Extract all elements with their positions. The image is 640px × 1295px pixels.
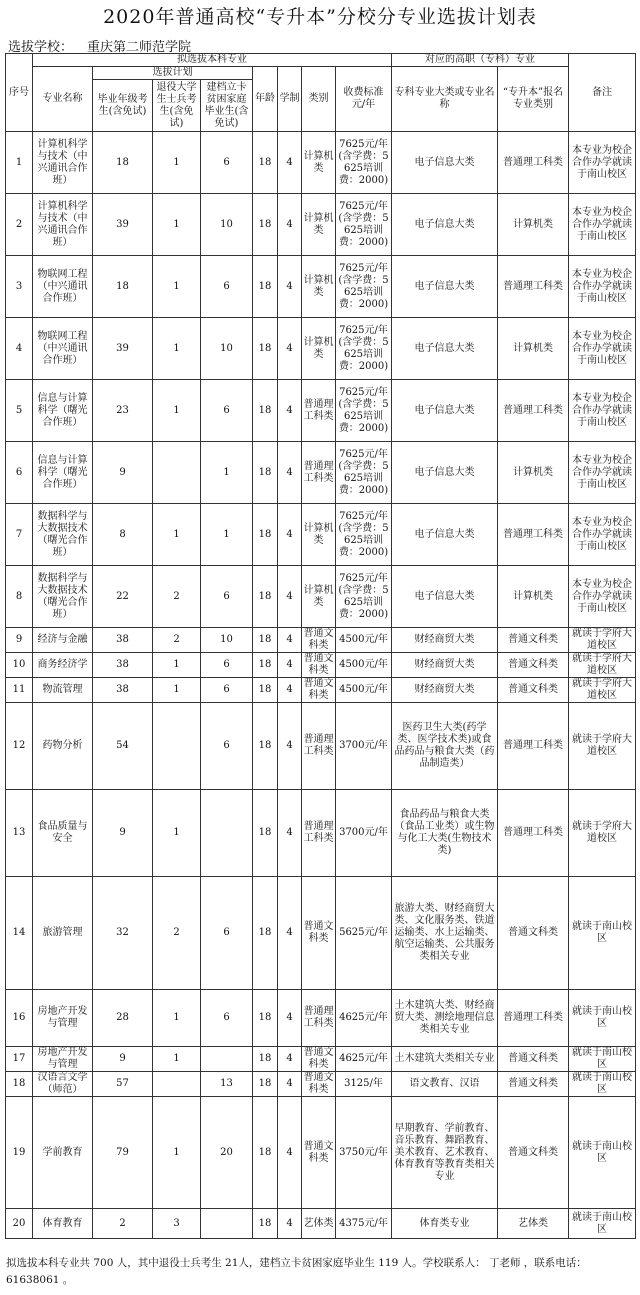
cell-veteran: 1: [153, 380, 201, 442]
cell-grad: 9: [93, 790, 153, 877]
cell-duration: 4: [278, 678, 302, 703]
cell-voc: 电子信息大类: [392, 380, 498, 442]
cell-category: 普通理工科类: [302, 790, 336, 877]
table-row: [6, 628, 636, 653]
cell-grad: 22: [93, 566, 153, 628]
cell-fee: 4375元/年: [336, 1209, 392, 1239]
cell-category: 计算机类: [302, 504, 336, 566]
table-row: [6, 318, 636, 380]
cell-age: 18: [253, 1209, 278, 1239]
cell-veteran: 1: [153, 256, 201, 318]
cell-exam: 普通理工科类: [498, 256, 569, 318]
cell-category: 普通文科类: [303, 678, 334, 701]
cell-note: 就读于南山校区: [569, 877, 636, 990]
school-name: 重庆第二师范学院: [87, 40, 192, 55]
cell-exam: 普通文科类: [498, 653, 569, 678]
header-grad: 毕业年级考生(含免试): [93, 80, 153, 132]
cell-grad: 28: [93, 990, 153, 1047]
cell-poverty: 6: [201, 877, 253, 990]
cell-seq: 1: [6, 132, 33, 194]
cell-fee: 7625元/年(含学费：5625培训费：2000): [336, 132, 392, 194]
cell-fee: 7625元/年(含学费：5625培训费：2000): [336, 566, 392, 628]
cell-seq: 8: [6, 566, 33, 628]
cell-fee: 3700元/年: [336, 790, 392, 877]
cell-seq: 9: [6, 628, 33, 653]
cell-fee: 4625元/年: [336, 1047, 392, 1072]
cell-category: 普通文科类: [302, 1097, 336, 1209]
cell-veteran: 1: [153, 318, 201, 380]
cell-note: 就读于南山校区: [569, 1097, 636, 1209]
plan-table: [5, 53, 636, 1239]
cell-grad: 8: [93, 504, 153, 566]
cell-note: 本专业为校企合作办学就读于南山校区: [569, 194, 636, 256]
cell-age: 18: [253, 194, 278, 256]
cell-note: 就读于南山校区: [569, 1209, 636, 1239]
header-fee: 收费标准元/年: [336, 67, 392, 132]
cell-age: 18: [253, 628, 278, 653]
cell-major: 信息与计算科学（曙光合作班）: [33, 442, 93, 504]
cell-duration: 4: [278, 442, 302, 504]
cell-voc: 医药卫生大类(药学类、医学技术类)或食品药品与粮食大类（药品制造类）: [392, 703, 498, 790]
cell-category: 普通理工科类: [302, 990, 336, 1047]
cell-poverty: 20: [201, 1097, 253, 1209]
cell-grad: 18: [93, 132, 153, 194]
cell-duration: 4: [278, 877, 302, 990]
table-row: [6, 678, 636, 703]
header-plan-group: 选拔计划: [93, 67, 253, 80]
cell-note: 就读于学府大道校区: [569, 628, 636, 653]
table-row: [6, 653, 636, 678]
header-vocational-group: 对应的高职（专科）专业: [392, 54, 569, 67]
cell-duration: 4: [278, 132, 302, 194]
cell-age: 18: [253, 1072, 278, 1097]
cell-duration: 4: [278, 1047, 302, 1072]
cell-major: 数据科学与大数据技术（曙光合作班）: [33, 504, 93, 566]
cell-voc: 财经商贸大类: [392, 628, 498, 653]
cell-exam: 普通理工科类: [498, 132, 569, 194]
cell-fee: 3750元/年: [336, 1097, 392, 1209]
cell-major: 计算机科学与技术（中兴通讯合作班）: [33, 132, 93, 194]
cell-poverty: [201, 1047, 253, 1072]
cell-fee: 7625元/年(含学费：5625培训费：2000): [336, 256, 392, 318]
cell-major: 数据科学与大数据技术（曙光合作班）: [33, 566, 93, 628]
cell-fee: 5625元/年: [336, 877, 392, 990]
cell-exam: 艺体类: [498, 1209, 569, 1239]
table-row: [6, 703, 636, 790]
cell-category: 普通文科类: [303, 628, 334, 651]
cell-grad: 9: [93, 1047, 153, 1072]
cell-fee: 4500元/年: [336, 628, 392, 653]
cell-veteran: 1: [153, 1047, 201, 1072]
cell-voc: 电子信息大类: [392, 194, 498, 256]
cell-major: 物联网工程（中兴通讯合作班）: [33, 318, 93, 380]
cell-voc: 财经商贸大类: [392, 678, 498, 703]
cell-voc: 电子信息大类: [392, 504, 498, 566]
header-exam-category: “专升本”报名专业类别: [498, 67, 569, 132]
cell-voc: 电子信息大类: [392, 566, 498, 628]
cell-major: 物流管理: [33, 678, 93, 703]
cell-duration: 4: [278, 1072, 302, 1097]
cell-seq: 11: [6, 678, 33, 703]
cell-exam: 普通文科类: [498, 1047, 569, 1072]
header-seq: 序号: [6, 54, 33, 132]
header-voc-major: 专科专业大类或专业名称: [392, 67, 498, 132]
cell-seq: 12: [6, 703, 33, 790]
cell-poverty: 6: [201, 703, 253, 790]
cell-exam: 普通理工科类: [498, 504, 569, 566]
cell-age: 18: [253, 877, 278, 990]
cell-duration: 4: [278, 566, 302, 628]
cell-voc: 土木建筑大类、财经商贸大类、测绘地理信息类相关专业: [392, 990, 498, 1047]
header-age: 年龄: [253, 67, 278, 132]
cell-veteran: 3: [153, 1209, 201, 1239]
cell-voc: 体育类专业: [392, 1209, 498, 1239]
cell-grad: 23: [93, 380, 153, 442]
header-category: 类别: [302, 67, 336, 132]
cell-grad: 39: [93, 318, 153, 380]
cell-seq: 14: [6, 877, 33, 990]
cell-category: 普通文科类: [303, 1047, 334, 1070]
cell-category: 计算机类: [302, 566, 336, 628]
cell-age: 18: [253, 256, 278, 318]
cell-major: 学前教育: [33, 1097, 93, 1209]
cell-seq: 6: [6, 442, 33, 504]
cell-category: 普通文科类: [303, 653, 334, 676]
cell-seq: 2: [6, 194, 33, 256]
cell-major: 体育教育: [33, 1209, 93, 1239]
cell-major: 房地产开发与管理: [33, 990, 93, 1047]
cell-duration: 4: [278, 318, 302, 380]
cell-voc: 语文教育、汉语: [392, 1072, 498, 1097]
cell-voc: 电子信息大类: [392, 256, 498, 318]
cell-fee: 4500元/年: [336, 678, 392, 703]
cell-fee: 4625元/年: [336, 990, 392, 1047]
school-label: 选拔学校：: [8, 40, 74, 55]
cell-note: 本专业为校企合作办学就读于南山校区: [569, 256, 636, 318]
table-row: [6, 132, 636, 194]
cell-major: 商务经济学: [33, 653, 93, 678]
cell-exam: 普通文科类: [498, 678, 569, 703]
cell-age: 18: [253, 442, 278, 504]
header-duration: 学制: [278, 67, 302, 132]
cell-voc: 旅游大类、财经商贸大类、文化服务类、铁道运输类、水上运输类、航空运输类、公共服务类相关专业: [392, 877, 498, 990]
cell-grad: 18: [93, 256, 153, 318]
cell-category: 普通文科类: [302, 877, 336, 990]
cell-seq: 10: [6, 653, 33, 678]
cell-note: 就读于学府大道校区: [569, 790, 636, 877]
cell-poverty: 13: [201, 1072, 253, 1097]
cell-seq: 7: [6, 504, 33, 566]
cell-exam: 计算机类: [498, 318, 569, 380]
cell-veteran: 1: [153, 194, 201, 256]
cell-poverty: 6: [201, 678, 253, 703]
cell-age: 18: [253, 1047, 278, 1072]
table-row: [6, 194, 636, 256]
cell-seq: 17: [6, 1047, 33, 1072]
cell-fee: 7625元/年(含学费：5625培训费：2000): [336, 318, 392, 380]
cell-note: 本专业为校企合作办学就读于南山校区: [569, 442, 636, 504]
cell-major: 计算机科学与技术（中兴通讯合作班）: [33, 194, 93, 256]
cell-category: 普通理工科类: [302, 703, 336, 790]
cell-major: 旅游管理: [33, 877, 93, 990]
cell-category: 普通文科类: [303, 1072, 334, 1095]
cell-grad: 9: [93, 442, 153, 504]
cell-note: 就读于学府大道校区: [569, 703, 636, 790]
footer-note: 拟选拔本科专业共 700 人，其中退役士兵考生 21人，建档立卡贫困家庭毕业生 119 人。学校联系人： 丁老师 ，联系电话：61638061 。: [6, 1257, 587, 1286]
cell-poverty: 6: [201, 653, 253, 678]
cell-veteran: 2: [153, 877, 201, 990]
cell-grad: 38: [93, 628, 153, 653]
cell-category: 计算机类: [302, 318, 336, 380]
cell-exam: 普通文科类: [498, 1097, 569, 1209]
cell-age: 18: [253, 678, 278, 703]
cell-major: 信息与计算科学（曙光合作班）: [33, 380, 93, 442]
cell-seq: 18: [6, 1072, 33, 1097]
table-row: [6, 1209, 636, 1239]
cell-voc: 财经商贸大类: [392, 653, 498, 678]
cell-veteran: 2: [153, 628, 201, 653]
cell-poverty: [201, 790, 253, 877]
cell-duration: 4: [278, 256, 302, 318]
cell-voc: 电子信息大类: [392, 442, 498, 504]
cell-category: 计算机类: [302, 132, 336, 194]
cell-fee: 3700元/年: [336, 703, 392, 790]
cell-veteran: [153, 1072, 201, 1097]
cell-fee: 7625元/年(含学费：5625培训费：2000): [336, 442, 392, 504]
cell-veteran: 1: [153, 790, 201, 877]
cell-exam: 计算机类: [498, 566, 569, 628]
table-row: [6, 504, 636, 566]
cell-note: 就读于学府大道校区: [569, 653, 636, 678]
cell-category: 艺体类: [302, 1209, 336, 1239]
cell-age: 18: [253, 504, 278, 566]
cell-duration: 4: [278, 653, 302, 678]
cell-fee: 4500元/年: [336, 653, 392, 678]
cell-note: 本专业为校企合作办学就读于南山校区: [569, 566, 636, 628]
cell-exam: 普通文科类: [498, 877, 569, 990]
cell-veteran: 1: [153, 132, 201, 194]
cell-poverty: 6: [201, 256, 253, 318]
cell-seq: 13: [6, 790, 33, 877]
cell-major: 房地产开发与管理: [33, 1047, 93, 1072]
table-row: [6, 442, 636, 504]
header-veteran: 退役大学生士兵考生(含免试): [153, 80, 201, 132]
cell-age: 18: [253, 653, 278, 678]
cell-poverty: 6: [201, 566, 253, 628]
cell-poverty: 10: [201, 628, 253, 653]
header-undergrad-group: 拟选拔本科专业: [33, 54, 392, 67]
cell-poverty: 1: [201, 442, 253, 504]
cell-exam: 普通文科类: [498, 1072, 569, 1097]
cell-duration: 4: [278, 628, 302, 653]
table-row: [6, 566, 636, 628]
table-row: [6, 877, 636, 990]
cell-duration: 4: [278, 990, 302, 1047]
cell-duration: 4: [278, 504, 302, 566]
cell-note: 本专业为校企合作办学就读于南山校区: [569, 504, 636, 566]
cell-age: 18: [253, 790, 278, 877]
cell-note: 本专业为校企合作办学就读于南山校区: [569, 318, 636, 380]
cell-note: 就读于南山校区: [569, 1072, 636, 1097]
cell-seq: 4: [6, 318, 33, 380]
cell-exam: 普通理工科类: [498, 380, 569, 442]
cell-category: 普通理工科类: [302, 442, 336, 504]
table-row: [6, 990, 636, 1047]
cell-major: 物联网工程（中兴通讯合作班）: [33, 256, 93, 318]
table-row: [6, 256, 636, 318]
cell-fee: 7625元/年(含学费：5625培训费：2000): [336, 380, 392, 442]
cell-veteran: [153, 442, 201, 504]
cell-age: 18: [253, 566, 278, 628]
cell-poverty: 1: [201, 504, 253, 566]
cell-veteran: 1: [153, 678, 201, 703]
cell-age: 18: [253, 132, 278, 194]
cell-seq: 5: [6, 380, 33, 442]
cell-category: 计算机类: [302, 194, 336, 256]
cell-age: 18: [253, 380, 278, 442]
cell-poverty: 6: [201, 990, 253, 1047]
table-row: [6, 1047, 636, 1072]
cell-age: 18: [253, 318, 278, 380]
cell-major: 经济与金融: [33, 628, 93, 653]
cell-exam: 普通理工科类: [498, 703, 569, 790]
cell-veteran: 2: [153, 566, 201, 628]
cell-grad: 54: [93, 703, 153, 790]
cell-major: 食品质量与安全: [33, 790, 93, 877]
cell-seq: 19: [6, 1097, 33, 1209]
cell-age: 18: [253, 703, 278, 790]
cell-duration: 4: [278, 194, 302, 256]
cell-fee: 7625元/年(含学费：5625培训费：2000): [336, 504, 392, 566]
cell-grad: 39: [93, 194, 153, 256]
cell-poverty: 6: [201, 132, 253, 194]
cell-grad: 38: [93, 653, 153, 678]
table-row: [6, 1097, 636, 1209]
page-title: 2020年普通高校“专升本”分校分专业选拔计划表: [103, 6, 537, 28]
cell-grad: 2: [93, 1209, 153, 1239]
cell-note: 本专业为校企合作办学就读于南山校区: [569, 380, 636, 442]
cell-voc: 电子信息大类: [392, 132, 498, 194]
cell-note: 就读于南山校区: [569, 1047, 636, 1072]
cell-poverty: 10: [201, 318, 253, 380]
cell-veteran: [153, 703, 201, 790]
header-major: 专业名称: [33, 67, 93, 132]
cell-fee: 3125/年: [336, 1072, 392, 1097]
cell-seq: 3: [6, 256, 33, 318]
cell-age: 18: [253, 1097, 278, 1209]
cell-grad: 38: [93, 678, 153, 703]
cell-note: 就读于学府大道校区: [569, 678, 636, 703]
cell-category: 计算机类: [302, 256, 336, 318]
table-row: [6, 790, 636, 877]
cell-veteran: 1: [153, 990, 201, 1047]
cell-age: 18: [253, 990, 278, 1047]
cell-grad: 32: [93, 877, 153, 990]
cell-seq: 20: [6, 1209, 33, 1239]
cell-major: 汉语言文学（师范）: [33, 1072, 93, 1097]
cell-voc: 土木建筑大类相关专业: [392, 1047, 498, 1072]
cell-poverty: 6: [201, 380, 253, 442]
cell-seq: 16: [6, 990, 33, 1047]
cell-category: 普通理工科类: [302, 380, 336, 442]
cell-duration: 4: [278, 703, 302, 790]
cell-exam: 普通文科类: [498, 628, 569, 653]
cell-grad: 79: [93, 1097, 153, 1209]
cell-poverty: 10: [201, 194, 253, 256]
cell-fee: 7625元/年(含学费：5625培训费：2000): [336, 194, 392, 256]
cell-voc: 电子信息大类: [392, 318, 498, 380]
header-poverty: 建档立卡贫困家庭毕业生(含免试): [201, 80, 253, 132]
table-row: [6, 1072, 636, 1097]
cell-voc: 早期教育、学前教育、音乐教育、舞蹈教育、美术教育、艺术教育、体育教育等教育类相关专业: [392, 1097, 498, 1209]
table-row: [6, 380, 636, 442]
cell-note: 就读于南山校区: [569, 990, 636, 1047]
cell-exam: 计算机类: [498, 194, 569, 256]
cell-veteran: 1: [153, 1097, 201, 1209]
cell-veteran: 1: [153, 653, 201, 678]
header-note: 备注: [569, 54, 636, 132]
cell-voc: 食品药品与粮食大类（食品工业类）或生物与化工大类(生物技术类): [392, 790, 498, 877]
cell-duration: 4: [278, 1097, 302, 1209]
cell-poverty: [201, 1209, 253, 1239]
cell-exam: 普通理工科类: [498, 790, 569, 877]
cell-duration: 4: [278, 790, 302, 877]
cell-duration: 4: [278, 1209, 302, 1239]
cell-exam: 计算机类: [498, 442, 569, 504]
cell-exam: 普通理工科类: [498, 990, 569, 1047]
cell-note: 本专业为校企合作办学就读于南山校区: [569, 132, 636, 194]
cell-duration: 4: [278, 380, 302, 442]
cell-grad: 57: [93, 1072, 153, 1097]
cell-major: 药物分析: [33, 703, 93, 790]
cell-veteran: 1: [153, 504, 201, 566]
